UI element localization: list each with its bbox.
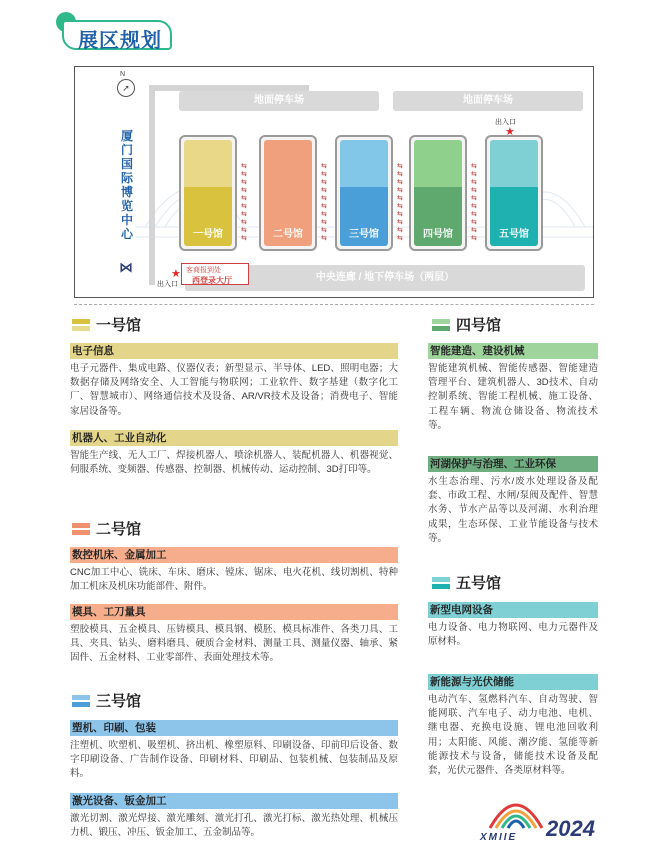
venue-name: 厦门国际博览中心 <box>120 129 133 241</box>
hall5-cat1-title: 新型电网设备 <box>428 602 598 618</box>
hall3-cat2-title: 激光设备、钣金加工 <box>70 793 398 809</box>
page-title: 展区规划 <box>78 30 162 52</box>
hall4-heading <box>432 314 501 335</box>
divider <box>74 304 594 305</box>
venue-map: N ➚ 地面停车场 地面停车场 厦门国际博览中心 ⋈ 一号馆 ⇆ ⇆ ⇆ ⇆ ⇆ ⇆ ⇆ ⇆ ⇆ ⇆ 二号馆 ⇆ ⇆ ⇆ ⇆ ⇆ ⇆ ⇆ ⇆ ⇆ ⇆ 三号馆 ⇆ ⇆ ⇆ ⇆ ⇆ ⇆ ⇆ ⇆ ⇆ ⇆ 四号馆 ⇆ ⇆ ⇆ ⇆ ⇆ ⇆ ⇆ ⇆ ⇆ ⇆ 五号馆 出入口 ★ 中央连廊 / 地下停车场（两层） 客商报到处 西登录大厅 ★ 出入口 <box>74 66 594 298</box>
hall3-color-icon <box>72 695 90 707</box>
hall1-color-icon <box>72 319 90 331</box>
hall4-cat1-text: 智能建筑机械、智能传感器、智能建造管理平台、建筑机器人、3D技术、自动控制系统、智能工程机械、施工设备、工程车辆、物流仓储设备、物流技术等。 <box>428 363 598 431</box>
registration-box <box>181 263 249 285</box>
hall5-title: 五号馆 <box>456 575 502 592</box>
entrance-label-right: 出入口 <box>495 119 516 126</box>
hall2-cat2-title: 模具、工刀量具 <box>70 604 398 620</box>
central-corridor: 中央连廊 / 地下停车场（两层） <box>185 265 585 291</box>
hall5-cat2-text: 电动汽车、氢燃料汽车、自动驾驶、智能网联、汽车电子、动力电池、电机、继电器、充换电设施、锂电池回收利用；太阳能、风能、潮汐能、氢能等新能源技术与设备，储能技术设备及配套，光伏元器件、各类原材料等。 <box>428 694 598 777</box>
hall3-title: 三号馆 <box>96 693 142 710</box>
hall2-color-icon <box>72 523 90 535</box>
hall2-cat1-title: 数控机床、金属加工 <box>70 547 398 563</box>
registration-label: 客商报到处 <box>186 267 221 274</box>
arrow-icon: ⇆ ⇆ ⇆ ⇆ ⇆ ⇆ ⇆ ⇆ ⇆ ⇆ <box>321 163 327 242</box>
map-hall-1-label: 一号馆 <box>184 187 232 246</box>
map-hall-4 <box>409 135 467 251</box>
parking-lot-left: 地面停车场 <box>179 91 379 111</box>
hall1-title: 一号馆 <box>96 317 142 334</box>
map-hall-2 <box>259 135 317 251</box>
entrance-star-icon: ★ <box>171 268 181 280</box>
hall3-cat1-text: 注塑机、吹塑机、吸塑机、挤出机、橡塑原料、印刷设备、印前印后设备、数字印刷设备、广告制作设备、印刷材料、印刷品、包装机械、包装制品及原料。 <box>70 740 398 780</box>
hall3-cat2-text: 激光切割、激光焊接、激光雕刻、激光打孔、激光打标、激光热处理、机械压力机、锻压、冲压、钣金加工、五金制品等。 <box>70 813 398 839</box>
venue-logo-icon: ⋈ <box>119 259 133 275</box>
hall2-cat1-text: CNC加工中心、铣床、车床、磨床、镗床、锯床、电火花机、线切割机、特种加工机床及机床功能部件、附件。 <box>70 567 398 593</box>
hall5-cat1-text: 电力设备、电力物联网、电力元器件及原材料。 <box>428 622 598 648</box>
hall5-heading <box>432 572 501 593</box>
hall2-heading <box>72 518 141 539</box>
hall2-title: 二号馆 <box>96 521 142 538</box>
hall1-cat2-title: 机器人、工业自动化 <box>70 430 398 446</box>
hall5-color-icon <box>432 577 450 589</box>
map-hall-3-label: 三号馆 <box>340 187 388 246</box>
hall1-cat1-text: 电子元器件、集成电路、仪器仪表；新型显示、半导体、LED、照明电器；大数据存储及网络安全、人工智能与物联网；工业软件、数字基建（数字化工厂、智慧城市）、网络通信技术及设备、AR/VR技术及设备；消费电子、智能家居设备等。 <box>70 363 398 417</box>
entrance-star-icon: ★ <box>505 126 515 138</box>
hall1-heading <box>72 314 141 335</box>
map-hall-1 <box>179 135 237 251</box>
hall5-cat2-title: 新能源与光伏储能 <box>428 674 598 690</box>
hall4-color-icon <box>432 319 450 331</box>
hall4-cat2-title: 河湖保护与治理、工业环保 <box>428 456 598 472</box>
map-hall-5-label: 五号馆 <box>490 187 538 246</box>
map-hall-5 <box>485 135 543 251</box>
footer-year: 2024 <box>546 816 595 841</box>
registration-hall-label: 西登录大厅 <box>192 276 232 285</box>
hall1-cat1-title: 电子信息 <box>70 343 398 359</box>
parking-lot-right: 地面停车场 <box>393 91 583 111</box>
hall4-cat1-title: 智能建造、建设机械 <box>428 343 598 359</box>
entrance-label-left: 出入口 <box>157 281 178 288</box>
arrow-icon: ⇆ ⇆ ⇆ ⇆ ⇆ ⇆ ⇆ ⇆ ⇆ ⇆ <box>241 163 247 242</box>
hall4-cat2-text: 水生态治理、污水/废水处理设备及配套、市政工程、水闸/泵阀及配件、智慧水务、节水产品等以及河湖、水利治理成果，生态环保、工业节能设备与技术等。 <box>428 476 598 544</box>
map-hall-4-label: 四号馆 <box>414 187 462 246</box>
xmiie-logo-icon <box>486 788 546 836</box>
hall1-cat2-text: 智能生产线、无人工厂、焊接机器人、喷涂机器人、装配机器人、机器视觉、伺服系统、变频器、传感器、控制器、机械传动、运动控制、3D打印等。 <box>70 450 398 476</box>
road-left <box>149 85 155 285</box>
hall3-cat1-title: 塑机、印刷、包装 <box>70 720 398 736</box>
hall3-heading <box>72 690 141 711</box>
compass-icon: ➚ <box>117 79 135 97</box>
footer-brand: XMIIE <box>480 832 518 843</box>
arrow-icon: ⇆ ⇆ ⇆ ⇆ ⇆ ⇆ ⇆ ⇆ ⇆ ⇆ <box>471 163 477 242</box>
hall4-title: 四号馆 <box>456 317 502 334</box>
arrow-icon: ⇆ ⇆ ⇆ ⇆ ⇆ ⇆ ⇆ ⇆ ⇆ ⇆ <box>397 163 403 242</box>
hall2-cat2-text: 塑胶模具、五金模具、压铸模具、模具钢、模胚、模具标准件、各类刀具、工具、夹具、钻头、磨料磨具、硬质合金材料、测量工具、测量仪器、轴承、紧固件、五金材料、工业零部件、表面处理技术等。 <box>70 624 398 664</box>
page-title-badge <box>52 10 182 50</box>
map-hall-2-label: 二号馆 <box>264 187 312 246</box>
map-hall-3 <box>335 135 393 251</box>
